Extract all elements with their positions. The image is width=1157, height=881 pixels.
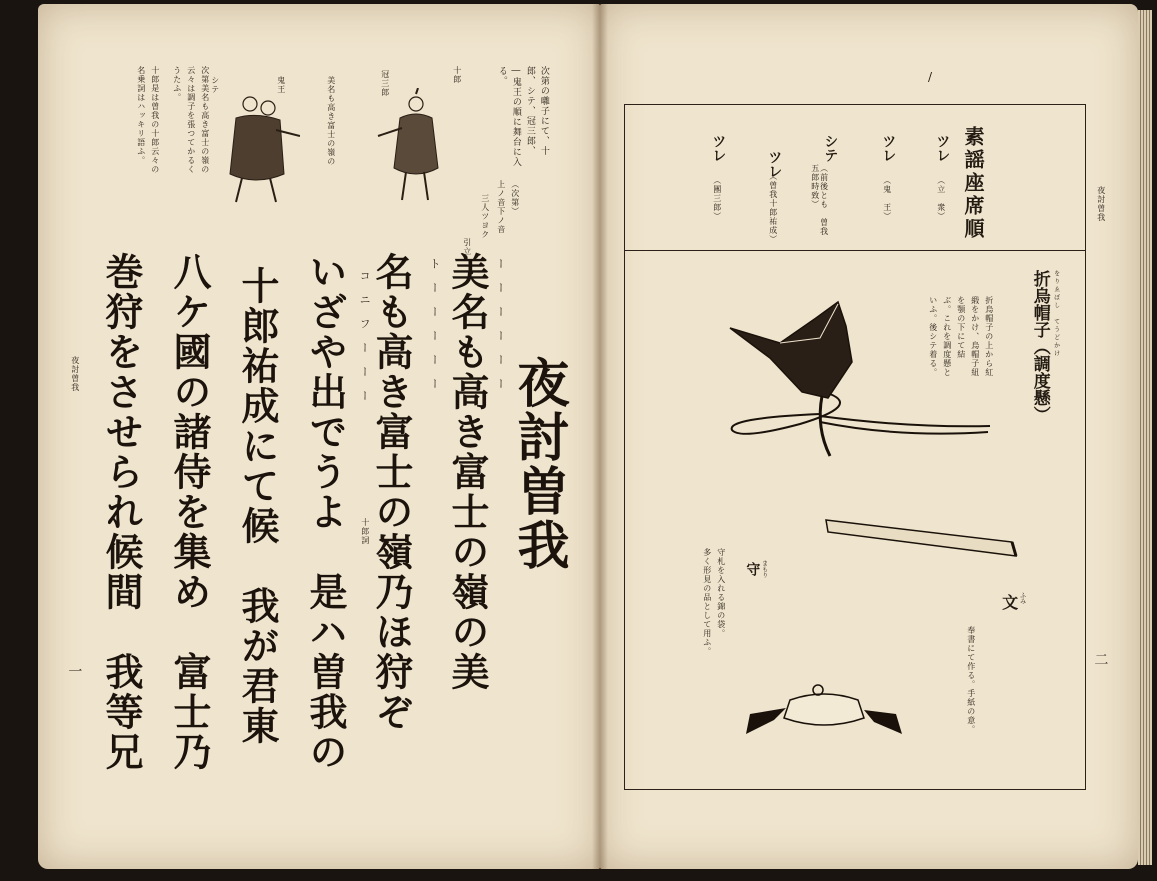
- role-label: シテ: [822, 134, 839, 162]
- item-title: 守: [744, 562, 761, 576]
- item-desc-line: 緞をかけ、烏帽子紐: [970, 296, 980, 377]
- item-desc-line: を顎の下にて結: [956, 296, 966, 359]
- role-name: （立 衆）: [936, 176, 946, 221]
- figure-label-oniou: 鬼王: [276, 76, 286, 94]
- item-ruby: ふみ: [1018, 592, 1026, 604]
- figure-oniou-illustration: [216, 90, 300, 205]
- right-running-title: 夜討曽我: [1096, 186, 1106, 222]
- item-desc-line: 奉書にて作る。手紙の意。: [966, 626, 976, 734]
- role-label: ツレ: [766, 150, 783, 178]
- stage-note-line: 郎、シテ、冠三郎、: [524, 66, 535, 156]
- performance-note-line: うたふ。: [172, 66, 182, 102]
- figure-label-kanzaburo: 冠三郎: [380, 70, 390, 97]
- hikitate-note: 引立: [462, 238, 472, 256]
- mamori-illustration: [740, 678, 910, 740]
- figure-label-shite: シテ: [210, 76, 220, 94]
- item-title: 文: [999, 594, 1019, 610]
- item-ruby: まもり: [760, 560, 768, 578]
- performance-note-line: 名乗詞はハッキリ語ふ。: [136, 66, 146, 165]
- pitch-note: 上ノ音下ノ音: [496, 180, 506, 234]
- figure-label-juro: 十郎: [452, 66, 462, 84]
- seating-title: 素謡座席順: [961, 126, 985, 241]
- performance-note-line: 次第美名も高き富士の嶺の: [200, 66, 210, 174]
- chant-column: 十郎祐成にて候 我が君東: [235, 266, 280, 746]
- item-desc-line: いふ。後シテ着る。: [928, 296, 938, 377]
- chant-column: 八ケ國の諸侍を集め 富士乃: [167, 252, 212, 772]
- top-mark: /: [928, 70, 933, 84]
- item-desc-line: 折烏帽子の上から紅: [984, 296, 994, 377]
- performance-note-line: 云々は調子を張つてかるく: [186, 66, 196, 174]
- performance-note-line: 十郎是は曽我の十郎云々の: [150, 66, 160, 174]
- eboshi-illustration: [720, 298, 1000, 463]
- item-desc-line: ぶ。これを調度懸と: [942, 296, 952, 377]
- book-gutter: [592, 4, 608, 869]
- stage-note-line: る。: [496, 66, 507, 86]
- frame-divider: [624, 250, 1086, 251]
- role-label: ツレ: [710, 134, 727, 162]
- right-page-number: 二: [1092, 652, 1109, 666]
- chant-column: 美名も高き富士の嶺の美: [445, 252, 490, 692]
- chant-title: 夜討曽我: [508, 356, 569, 572]
- item-desc-line: 多く形見の品として用ふ。: [702, 548, 712, 656]
- role-label: ツレ: [934, 134, 951, 162]
- juro-kotoba-mark: 十郎詞: [360, 518, 370, 545]
- role-name: （鬼 王）: [882, 176, 892, 221]
- role-name: （團三郎）: [712, 176, 722, 221]
- chant-column: 巻狩をさせられ候間 我等兄: [99, 252, 144, 772]
- fumi-illustration: [820, 512, 1020, 566]
- jidai-note: （次第）: [510, 180, 520, 216]
- role-label: ツレ: [880, 134, 897, 162]
- stage-note-line: ―鬼王の順に舞台に入: [510, 66, 521, 167]
- voice-note: 三人ツヨク: [480, 194, 490, 239]
- left-page-number: 一: [66, 664, 83, 678]
- item-title: 折烏帽子（調度懸）: [1029, 270, 1050, 423]
- chant-marks: コ ニ フ ー ー ー: [358, 270, 372, 401]
- page-edges: [1138, 10, 1152, 865]
- chant-marks: ト ー ー ー ー ー: [428, 258, 442, 389]
- figure-juro-illustration: [372, 88, 452, 208]
- figure-caption: 美名も高き富士の嶺の: [326, 76, 336, 166]
- role-name: （前後とも 曽我五郎時致）: [810, 164, 829, 236]
- item-desc-line: 守札を入れる錦の袋。: [716, 548, 726, 638]
- item-ruby: をりゑぼし てうどかけ: [1052, 270, 1060, 358]
- chant-column: 名も高き富士の嶺乃ほ狩ぞ: [369, 252, 414, 732]
- stage-note-line: 次第の囃子にて、十: [538, 66, 549, 156]
- chant-column: いざや出でうよ 是ハ曽我の: [303, 252, 348, 772]
- left-running-title: 夜討曽我: [70, 356, 80, 392]
- chant-marks: ー ー ー ー ー ー: [494, 258, 508, 389]
- role-name: （曽我十郎祐成）: [768, 172, 778, 244]
